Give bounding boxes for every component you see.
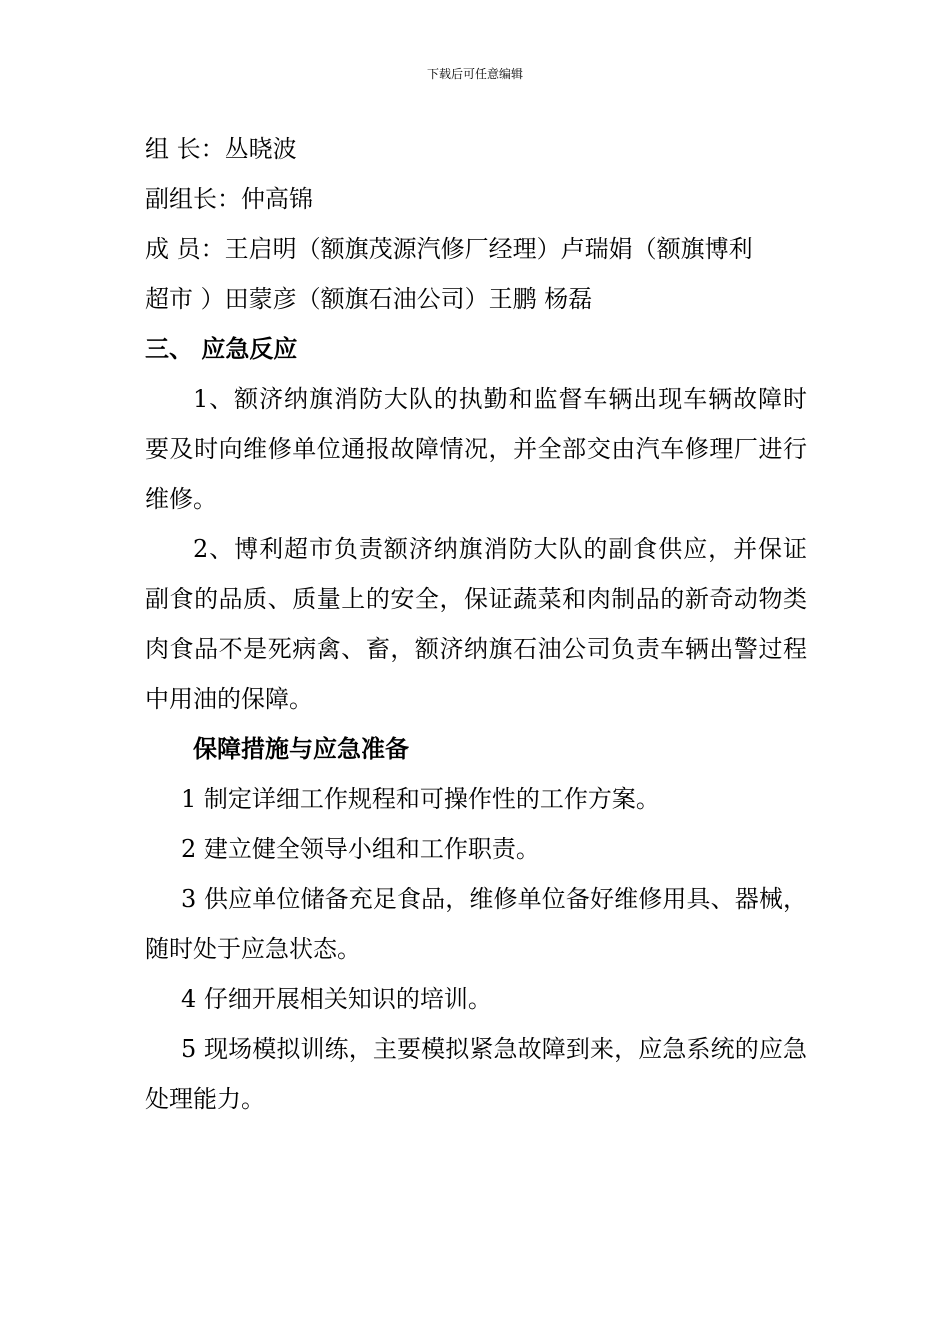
team-deputy-line: 副组长：仲高锦 — [145, 185, 313, 213]
section-3-heading: 三、 应急反应 — [145, 334, 298, 363]
document-body — [145, 124, 807, 1124]
section-3-item-1: 1、额济纳旗消防大队的执勤和监督车辆出现车辆故障时要及时向维修单位通报故障情况，并全部交由汽车修理厂进行维修。 — [145, 385, 807, 513]
team-members-line-2: 超市 ）田蒙彦（额旗石油公司）王鹏 杨磊 — [145, 285, 593, 313]
measures-item-4: 4 仔细开展相关知识的培训。 — [181, 985, 492, 1013]
measures-item-3: 3 供应单位储备充足食品，维修单位备好维修用具、器械，随时处于应急状态。 — [145, 885, 807, 963]
measures-item-1: 1 制定详细工作规程和可操作性的工作方案。 — [181, 785, 660, 813]
page-header-note: 下载后可任意编辑 — [426, 67, 523, 81]
measures-item-5: 5 现场模拟训练，主要模拟紧急故障到来，应急系统的应急处理能力。 — [145, 1035, 807, 1113]
team-leader-line: 组 长：丛晓波 — [145, 135, 297, 163]
measures-item-2: 2 建立健全领导小组和工作职责。 — [181, 835, 540, 863]
measures-heading: 保障措施与应急准备 — [193, 734, 409, 763]
team-members-line-1: 成 员：王启明（额旗茂源汽修厂经理）卢瑞娟（额旗博利 — [145, 235, 753, 263]
section-3-item-2: 2、博利超市负责额济纳旗消防大队的副食供应，并保证副食的品质、质量上的安全，保证蔬菜和肉制品的新奇动物类肉食品不是死病禽、畜，额济纳旗石油公司负责车辆出警过程中用油的保障。 — [145, 535, 807, 713]
